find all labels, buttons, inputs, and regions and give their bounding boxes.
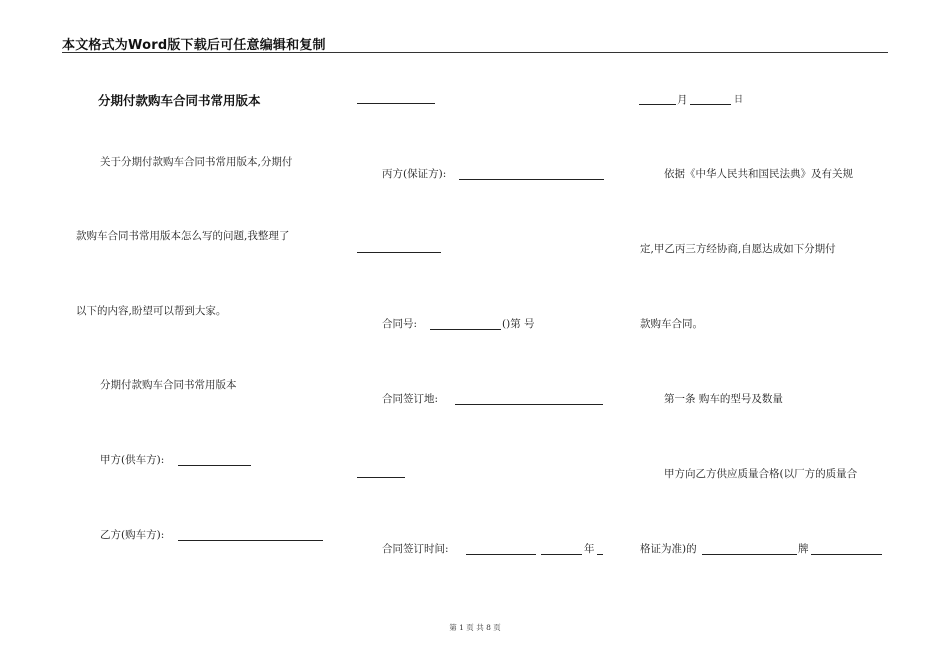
party-b-label: 乙方(购车方): — [100, 529, 165, 541]
blank-line-2 — [357, 252, 441, 253]
supply-line-2-start: 格证为准)的 — [640, 543, 697, 555]
section-subtitle: 分期付款购车合同书常用版本 — [100, 379, 237, 391]
intro-line-2: 款购车合同书常用版本怎么写的问题,我整理了 — [76, 230, 290, 242]
party-a-blank — [178, 465, 251, 466]
party-b-blank — [178, 540, 323, 541]
signing-time-blank-2 — [541, 554, 582, 555]
month-label: 月 — [677, 94, 688, 106]
model-blank — [811, 554, 882, 555]
contract-number-label: 合同号: — [382, 318, 418, 330]
intro-line-1: 关于分期付款购车合同书常用版本,分期付 — [100, 156, 293, 168]
supply-line-1: 甲方向乙方供应质量合格(以厂方的质量合 — [664, 468, 858, 480]
signing-place-label: 合同签订地: — [382, 393, 439, 405]
day-label: 日 — [734, 95, 744, 105]
blank-line-3 — [357, 477, 405, 478]
intro-line-3: 以下的内容,盼望可以帮到大家。 — [76, 305, 227, 317]
basis-line-1: 依据《中华人民共和国民法典》及有关规 — [664, 168, 853, 180]
contract-number-suffix: ()第 号 — [502, 318, 535, 330]
document-title: 分期付款购车合同书常用版本 — [98, 93, 261, 108]
basis-line-2: 定,甲乙丙三方经协商,自愿达成如下分期付 — [640, 243, 836, 255]
year-label: 年 — [584, 543, 595, 555]
article-1-heading: 第一条 购车的型号及数量 — [664, 393, 783, 405]
basis-line-3: 款购车合同。 — [640, 318, 703, 330]
header-divider — [62, 52, 888, 53]
page-number: 第 1 页 共 8 页 — [449, 623, 501, 632]
brand-label: 牌 — [798, 543, 809, 555]
year-trailing-blank — [597, 554, 603, 555]
contract-number-blank — [430, 329, 501, 330]
signing-time-label: 合同签订时间: — [382, 543, 449, 555]
month-blank — [639, 104, 676, 105]
party-a-label: 甲方(供车方): — [100, 454, 165, 466]
signing-place-blank — [455, 404, 603, 405]
brand-blank — [702, 554, 797, 555]
page-header: 本文格式为Word版下载后可任意编辑和复制 — [62, 38, 326, 53]
party-c-label: 丙方(保证方): — [382, 168, 447, 180]
party-c-blank — [459, 179, 604, 180]
blank-line-top — [357, 103, 435, 104]
signing-time-blank-1 — [466, 554, 536, 555]
day-blank — [690, 104, 731, 105]
